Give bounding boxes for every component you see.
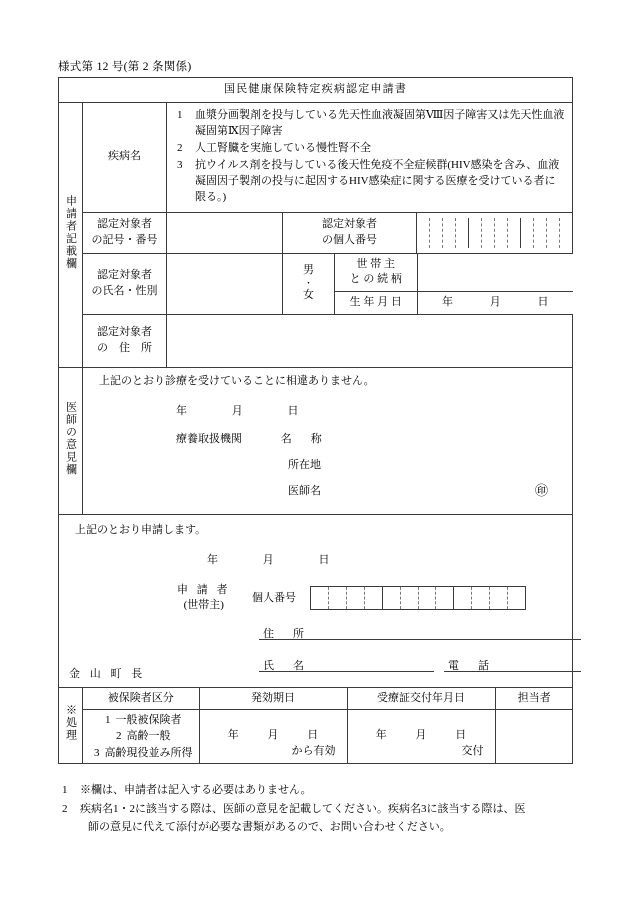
birthdate-row (335, 292, 573, 314)
header-effective-date: 発効期日 (199, 688, 347, 709)
processing-header-row (83, 688, 573, 709)
institution-row (176, 432, 564, 448)
household-relation-input[interactable] (417, 254, 573, 292)
header-person-in-charge: 担当者 (495, 688, 573, 709)
relation-birthdate-group (335, 253, 573, 315)
doctor-statement: 上記のとおり診療を受けていることに相違ありません。 (99, 375, 375, 388)
category-option[interactable]: 2 高齢一般 (116, 730, 171, 743)
application-date-field[interactable] (207, 553, 564, 569)
certificate-date-suffix: 交付 (461, 745, 484, 758)
disease-item-text: 血漿分画製剤を投与している先天性血液凝固第Ⅷ因子障害又は先天性血液凝固第Ⅸ因子障害 (195, 109, 565, 137)
number-cell[interactable] (454, 587, 472, 609)
applicant-personal-number-label: 個人番号 (252, 592, 296, 605)
applicant-personal-number-grid[interactable] (310, 586, 526, 610)
effective-date-suffix: から有効 (291, 745, 336, 758)
number-cell[interactable] (311, 587, 329, 609)
applicant-name-label: 氏 名 (263, 660, 308, 673)
doctor-section-vertical-label: 医師の意見欄 (59, 368, 83, 515)
birthdate-label: 生 年 月 日 (335, 292, 417, 314)
number-cell[interactable] (383, 587, 401, 609)
institution-name-label: 名 称 (280, 433, 326, 446)
doctor-name-label: 医師名 (288, 485, 321, 498)
processing-table-container (83, 688, 573, 764)
applicant-address-row (67, 623, 564, 649)
doctor-date-field[interactable] (176, 404, 564, 420)
disease-item-number: 2 (177, 141, 183, 154)
number-cell[interactable] (347, 587, 365, 609)
main-form-table (58, 77, 573, 764)
gender-male[interactable]: 男 (303, 264, 314, 277)
footnote-text-continued: 師の意見に代えて添付が必要な書類があるので、お問い合わせください。 (88, 820, 451, 833)
page-title: 国民健康保険特定疾病認定申請書 (59, 78, 573, 103)
application-body (59, 515, 573, 688)
number-cell[interactable] (472, 587, 490, 609)
title-row (59, 78, 573, 103)
effective-date-input[interactable] (199, 709, 347, 763)
footnote-number: 1 (62, 784, 68, 796)
number-cell[interactable] (490, 587, 508, 609)
disease-item (175, 158, 566, 206)
footnote-text: 疾病名1・2に該当する際は、医師の意見を記載してください。疾病名3に該当する際は、医 (80, 802, 526, 815)
gender-selector[interactable] (283, 253, 335, 315)
name-gender-label: 認定対象者 の氏名・性別 (83, 253, 167, 315)
address-row (59, 315, 573, 368)
applicant-address-label: 住 所 (263, 628, 308, 641)
doctor-opinion-row (59, 368, 573, 515)
number-cell[interactable] (521, 218, 534, 248)
household-relation-label: 世 帯 主 と の 続 柄 (335, 254, 417, 292)
disease-item (175, 108, 566, 140)
processing-section-vertical-label: ※処理 (59, 688, 83, 764)
birthdate-month-label: 月 (489, 296, 501, 309)
footnote-number: 2 (62, 802, 68, 815)
footnote-item (58, 801, 574, 837)
gender-separator: ・ (303, 278, 313, 289)
disease-item-text: 人工腎臓を実施している慢性腎不全 (195, 141, 371, 154)
address-label: 認定対象者 の 住 所 (83, 315, 167, 368)
number-cell[interactable] (329, 587, 347, 609)
applicant-phone-input[interactable] (444, 657, 581, 672)
processing-table (83, 688, 573, 763)
category-option[interactable]: 3 高齢現役並み所得 (94, 746, 193, 759)
disease-row (59, 103, 573, 213)
disease-item-number: 1 (177, 109, 183, 121)
applicant-name-input[interactable] (259, 657, 434, 672)
symbol-number-row (59, 212, 573, 253)
birthdate-day-label: 日 (537, 296, 549, 309)
number-cell[interactable] (508, 218, 521, 248)
seal-icon: ㊞ (535, 483, 549, 499)
relation-birthdate-table (335, 254, 573, 315)
applicant-address-input[interactable] (259, 625, 581, 640)
number-cell[interactable] (560, 218, 572, 248)
application-date-year: 年 (207, 554, 218, 567)
number-cell[interactable] (508, 587, 525, 609)
application-date-day: 日 (318, 554, 330, 567)
certificate-date-input[interactable] (347, 709, 495, 763)
certificate-date-labels: 年 月 日 (375, 728, 467, 741)
name-input[interactable] (167, 253, 283, 315)
number-cell[interactable] (482, 218, 495, 248)
footnote-item (58, 782, 574, 800)
applicant-label: 申 請 者 (世帯主) (177, 584, 231, 612)
number-cell[interactable] (417, 218, 430, 248)
header-insured-category: 被保険者区分 (83, 688, 199, 709)
person-in-charge-input[interactable] (495, 709, 573, 763)
form-number: 様式第 12 号(第 2 条関係) (58, 61, 192, 73)
disease-item (175, 141, 566, 157)
personal-number-label: 認定対象者 の個人番号 (283, 212, 417, 253)
number-cell[interactable] (430, 218, 443, 248)
number-cell[interactable] (547, 218, 560, 248)
header-certificate-issue-date: 受療証交付年月日 (347, 688, 495, 709)
doctor-name-row (288, 484, 564, 500)
household-relation-row (335, 254, 573, 292)
doctor-opinion-body (83, 368, 573, 515)
number-cell[interactable] (456, 218, 469, 248)
disease-item-number: 3 (177, 158, 183, 171)
number-cell[interactable] (534, 218, 547, 248)
symbol-number-input[interactable] (167, 212, 283, 253)
symbol-number-label: 認定対象者 の記号・番号 (83, 212, 167, 253)
processing-body-row (83, 709, 573, 763)
number-cell[interactable] (401, 587, 419, 609)
application-date-month: 月 (262, 554, 274, 567)
processing-row (59, 688, 573, 764)
institution-label: 療養取扱機関 (176, 433, 242, 446)
application-statement: 上記のとおり申請します。 (75, 524, 207, 537)
birthdate-year-label: 年 (442, 296, 453, 309)
applicant-section-vertical-label: 申請者記載欄 (59, 103, 83, 368)
number-cell[interactable] (365, 587, 383, 609)
insured-category-options[interactable] (83, 709, 199, 763)
personal-number-cells[interactable] (417, 218, 572, 248)
disease-name-label: 疾病名 (83, 103, 167, 213)
number-cell[interactable] (495, 218, 508, 248)
name-gender-row (59, 253, 573, 315)
applicant-number-row (67, 583, 564, 617)
number-cell[interactable] (436, 587, 454, 609)
effective-date-labels: 年 月 日 (227, 728, 319, 741)
addressee-label: 金 山 町 長 (69, 668, 146, 681)
number-cell[interactable] (419, 587, 437, 609)
application-row (59, 515, 573, 688)
footnotes (58, 782, 574, 837)
disease-list (167, 103, 573, 213)
doctor-date-day: 日 (287, 405, 299, 418)
institution-address-label: 所在地 (288, 459, 321, 472)
category-option[interactable]: 1 一般被保険者 (105, 713, 182, 726)
address-input[interactable] (167, 315, 573, 368)
doctor-date-year: 年 (176, 405, 187, 418)
number-cell[interactable] (469, 218, 482, 248)
gender-female[interactable]: 女 (303, 289, 314, 302)
number-cell[interactable] (443, 218, 456, 248)
applicant-phone-label: 電 話 (448, 660, 493, 673)
personal-number-grid[interactable] (417, 212, 573, 253)
birthdate-input[interactable] (417, 292, 573, 314)
doctor-date-month: 月 (231, 405, 243, 418)
footnote-text: ※欄は、申請者は記入する必要はありません。 (80, 784, 312, 796)
disease-item-text: 抗ウイルス剤を投与している後天性免疫不全症候群(HIV感染を含み、血液凝固因子製剤の投与に起因するHIV感染症に関する医療を受けている者に限る。) (195, 158, 560, 203)
